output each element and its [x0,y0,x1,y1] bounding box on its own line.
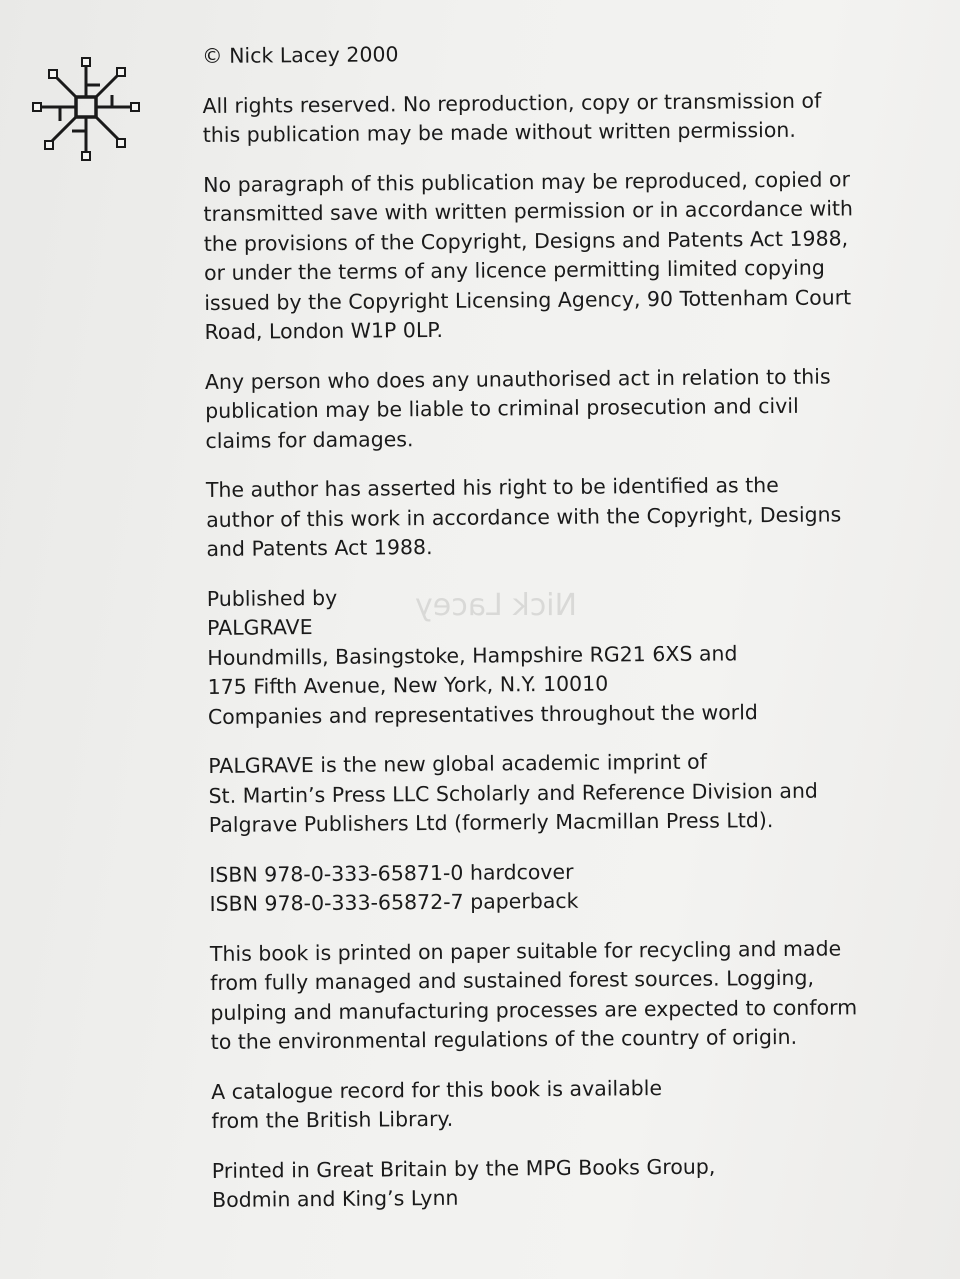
author-rights-paragraph: The author has asserted his right to be identified as the author of this work in accordance with the Copyright, Designs and Patents Act 1988. [205,472,842,561]
show-through-text: Nick Lacey [415,588,577,623]
publisher-paragraph: Published by PALGRAVE Houndmills, Basingstoke, Hampshire RG21 6XS and 175 Fifth Avenue, New York, N.Y. 10010 Companies and representatives throughout the world [206,585,758,729]
rights-paragraph: All rights reserved. No reproduction, copy or transmission of this publication may be made without written permission. [202,88,822,147]
recycling-paragraph: This book is printed on paper suitable for recycling and made from fully managed and sustained forest sources. Logging, pulping and manufacturing processes are expected to conform to the environmental regulations of the country of origin. [209,935,858,1054]
copyright-line: © Nick Lacey 2000 [202,42,399,68]
copyright-text [202,36,862,1235]
isbn-paragraph: ISBN 978-0-333-65871-0 hardcover ISBN 978-0-333-65872-7 paperback [209,859,579,916]
publisher-star-icon [30,55,142,167]
catalogue-paragraph: A catalogue record for this book is available from the British Library. [211,1075,663,1133]
imprint-paragraph: PALGRAVE is the new global academic imprint of St. Martin’s Press LLC Scholarly and Reference Division and Palgrave Publishers Ltd (formerly Macmillan Press Ltd). [208,749,818,837]
reproduction-paragraph: No paragraph of this publication may be reproduced, copied or transmitted save with written permission or in accordance with the provisions of the Copyright, Designs and Patents Act 1988, or under the terms of any licence permitting limited copying issued by the Copyright Licensing Agency, 90 Tottenham Court Road, London W1P 0LP. [203,166,854,344]
printer-paragraph: Printed in Great Britain by the MPG Books Group, Bodmin and King’s Lynn [211,1154,716,1212]
liability-paragraph: Any person who does any unauthorised act in relation to this publication may be liable to criminal prosecution and civil claims for damages. [204,364,831,453]
